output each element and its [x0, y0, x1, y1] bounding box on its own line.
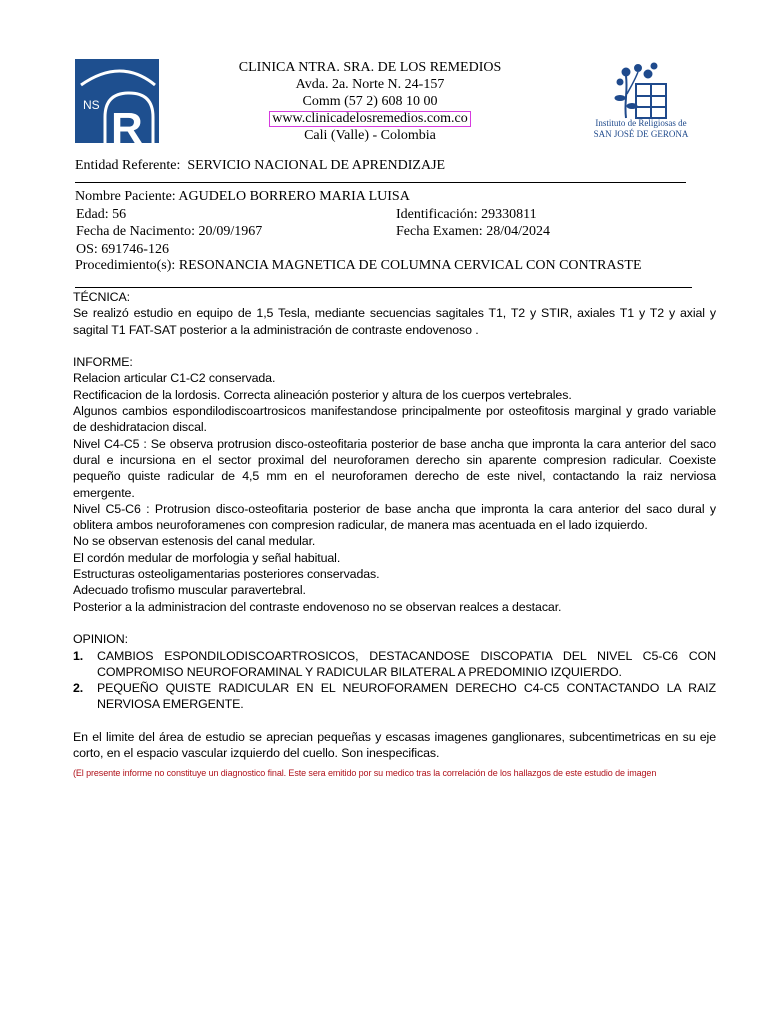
finding-item: No se observan estenosis del canal medular.: [73, 534, 316, 549]
birthdate-value: 20/09/1967: [198, 224, 263, 239]
referrer-value: SERVICIO NACIONAL DE APRENDIZAJE: [187, 158, 446, 173]
institute-logo: [586, 62, 696, 142]
referrer-line: [75, 158, 445, 174]
opinion-item: [73, 648, 716, 681]
technique-title: TÉCNICA:: [73, 290, 131, 304]
finding-item: Posterior a la administracion del contraste endovenoso no se observan realces a destacar.: [73, 599, 562, 614]
separator-line: [75, 182, 686, 183]
institute-caption-line1: Instituto de Religiosas de: [595, 118, 687, 128]
referrer-label: Entidad Referente:: [75, 158, 181, 173]
age-value: 56: [112, 207, 127, 222]
identification-line: [396, 207, 537, 223]
opinion-number: 2.: [73, 681, 84, 696]
logo-ns-text: NS: [83, 98, 100, 112]
clinic-name: CLINICA NTRA. SRA. DE LOS REMEDIOS: [238, 60, 502, 75]
age-line: [76, 207, 126, 223]
logo-r-letter: R: [111, 104, 143, 143]
opinion-number: 1.: [73, 648, 84, 663]
identification-label: Identificación:: [396, 207, 478, 222]
finding-item: Nivel C4-C5 : Se observa protrusion disco-osteofitaria posterior de base ancha que impronta la cara anterior del saco dural e incursiona en el sector proximal del neuroforamen derecho sin aparente compresion radicular. Coexiste pequeño quiste radicular de 4,5 mm en el neuroforamen derecho de este nivel, contactando la raiz nerviosa emergente.: [73, 436, 716, 500]
os-value: 691746-126: [101, 242, 169, 257]
clinic-address: Avda. 2a. Norte N. 24-157: [295, 77, 445, 92]
identification-value: 29330811: [481, 207, 537, 222]
exam-date-value: 28/04/2024: [486, 224, 550, 239]
clinic-logo: [75, 59, 159, 143]
disclaimer-note: (El presente informe no constituye un diagnostico final. Este sera emitido por su medico tras la correlación de los hallazgos de este estudio de imagen: [73, 767, 657, 778]
report-body: [73, 289, 716, 779]
clinic-city: Cali (Valle) - Colombia: [304, 128, 436, 143]
finding-item: Algunos cambios espondilodiscoartrosicos manifestandose principalmente por osteofitosis marginal y grado variable de deshidratacion discal.: [73, 404, 716, 435]
finding-item: Relacion articular C1-C2 conservada.: [73, 371, 276, 386]
opinion-title: OPINION:: [73, 632, 128, 647]
os-line: [76, 242, 169, 258]
patient-name-label: Nombre Paciente:: [75, 189, 176, 204]
finding-item: Nivel C5-C6 : Protrusion disco-osteofitaria posterior de base ancha que impronta la cara anterior del saco dural y oblitera ambos neuroforamenes con compresion radicular, de manera mas acentuada en el lado izquierdo.: [73, 501, 716, 533]
finding-item: Estructuras osteoligamentarias posteriores conservadas.: [73, 567, 380, 582]
age-label: Edad:: [76, 207, 109, 222]
institute-emblem-icon: [586, 62, 696, 120]
finding-item: Rectificacion de la lordosis. Correcta alineación posterior y altura de los cuerpos vertebrales.: [73, 387, 572, 402]
opinion-text: CAMBIOS ESPONDILODISCOARTROSICOS, DESTACANDOSE DISCOPATIA DEL NIVEL C5-C6 CON COMPROMISO NEUROFORAMINAL Y RADICULAR BILATERAL A PREDOMINIO IZQUIERDO.: [97, 648, 716, 679]
procedure-line: [75, 258, 642, 274]
clinic-header: [200, 59, 540, 144]
additional-findings: En el limite del área de estudio se aprecian pequeñas y escasas imagenes ganglionares, subcentimetricas en su eje corto, en el espacio vascular izquierdo del cuello. Son inespecificas.: [73, 730, 716, 761]
technique-text: Se realizó estudio en equipo de 1,5 Tesla, mediante secuencias sagitales T1, T2 y STIR, axiales T1 y T2 y axial y sagital T1 FAT-SAT posterior a la administración de contraste endovenoso .: [73, 306, 716, 337]
clinic-phone: Comm (57 2) 608 10 00: [302, 94, 438, 109]
informe-title: INFORME:: [73, 355, 133, 370]
institute-caption-line2: SAN JOSÉ DE GERONA: [593, 129, 689, 139]
separator-line-2: [75, 287, 692, 288]
clinic-logo-graphic: [75, 59, 159, 143]
opinion-item: [73, 680, 716, 713]
os-label: OS:: [76, 242, 98, 257]
exam-date-line: [396, 224, 550, 240]
clinic-website-link[interactable]: www.clinicadelosremedios.com.co: [269, 111, 470, 127]
opinion-text: PEQUEÑO QUISTE RADICULAR EN EL NEUROFORAMEN DERECHO C4-C5 CONTACTANDO LA RAIZ NERVIOSA EMERGENTE.: [97, 681, 716, 712]
patient-name-line: [75, 189, 410, 205]
birthdate-line: [76, 224, 262, 240]
exam-date-label: Fecha Examen:: [396, 224, 483, 239]
birthdate-label: Fecha de Nacimento:: [76, 224, 195, 239]
finding-item: El cordón medular de morfologia y señal habitual.: [73, 550, 341, 565]
procedure-label: Procedimiento(s):: [75, 258, 176, 273]
opinion-list: [73, 648, 716, 713]
patient-name-value: AGUDELO BORRERO MARIA LUISA: [178, 189, 410, 204]
procedure-value: RESONANCIA MAGNETICA DE COLUMNA CERVICAL CON CONTRASTE: [178, 258, 642, 273]
finding-item: Adecuado trofismo muscular paravertebral.: [73, 583, 306, 598]
